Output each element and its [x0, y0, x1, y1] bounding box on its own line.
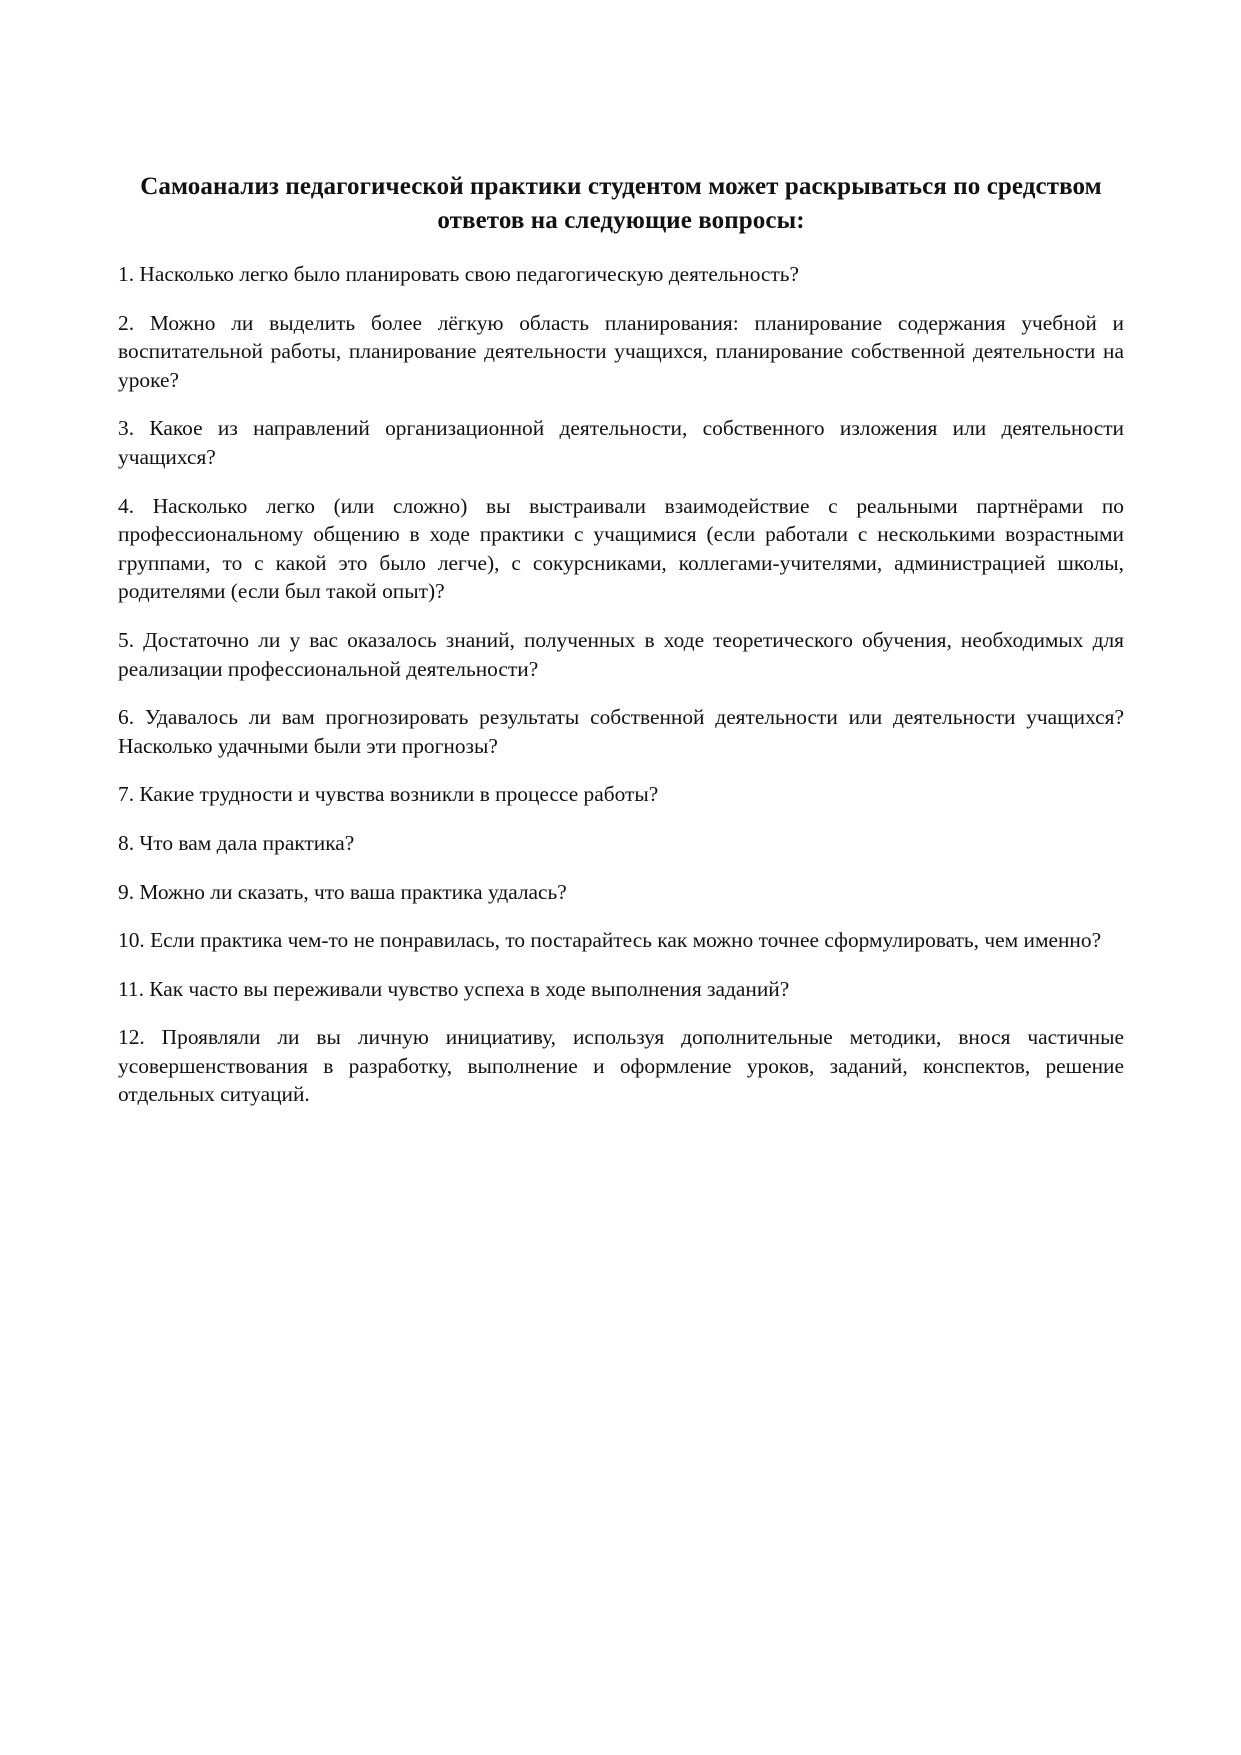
question-4: 4. Насколько легко (или сложно) вы выстраивали взаимодействие с реальными партнёрами по профессиональному общению в ходе практики с учащимися (если работали с несколькими возрастными группами, то с какой это было легче), с сокурсниками, коллегами-учителями, администрацией школы, родителями (если был такой опыт)? [118, 493, 1124, 604]
question-8: 8. Что вам дала практика? [118, 830, 355, 855]
question-1: 1. Насколько легко было планировать свою педагогическую деятельность? [118, 262, 800, 286]
question-12: 12. Проявляли ли вы личную инициативу, используя дополнительные методики, внося частичные усовершенствования в разработку, выполнение и оформление уроков, заданий, конспектов, решение отдельных ситуаций. [118, 1025, 1124, 1107]
question-9: 9. Можно ли сказать, что ваша практика удалась? [118, 879, 567, 904]
question-11: 11. Как часто вы переживали чувство успеха в ходе выполнения заданий? [118, 976, 790, 1001]
question-3: 3. Какое из направлений организационной деятельности, собственного изложения или деятельности учащихся? [118, 416, 1124, 469]
document-title: Самоанализ педагогической практики студентом может раскрываться по средством ответов на следующие вопросы: [140, 173, 1102, 234]
question-2: 2. Можно ли выделить более лёгкую область планирования: планирование содержания учебной и воспитательной работы, планирование деятельности учащихся, планирование собственной деятельности на уроке? [118, 310, 1124, 392]
question-6: 6. Удавалось ли вам прогнозировать результаты собственной деятельности или деятельности учащихся? Насколько удачными были эти прогнозы? [118, 705, 1124, 758]
document-page [118, 170, 1124, 1129]
question-10: 10. Если практика чем-то не понравилась, то постарайтесь как можно точнее сформулировать, чем именно? [118, 928, 1102, 953]
question-7: 7. Какие трудности и чувства возникли в процессе работы? [118, 782, 659, 807]
question-5: 5. Достаточно ли у вас оказалось знаний, полученных в ходе теоретического обучения, необходимых для реализации профессиональной деятельности? [118, 627, 1124, 681]
